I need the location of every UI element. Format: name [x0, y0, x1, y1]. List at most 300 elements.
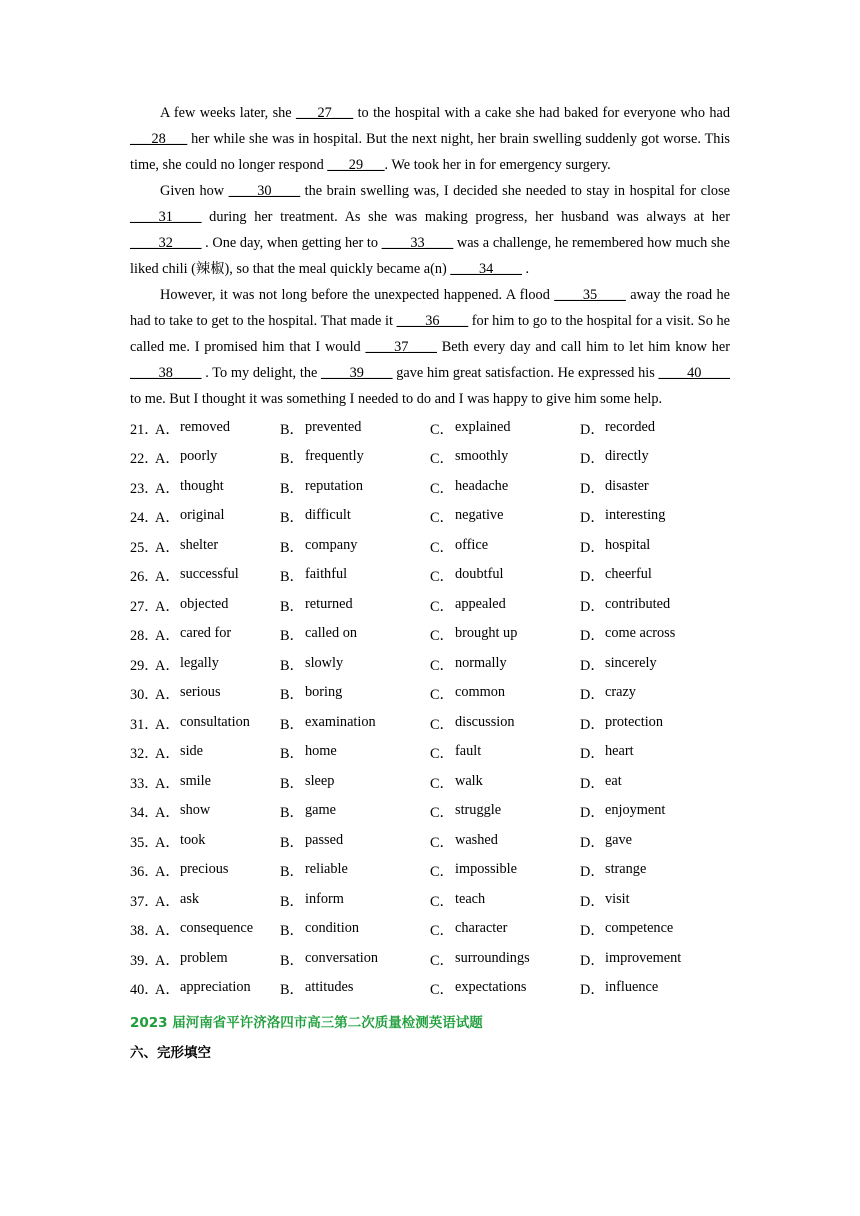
option-letter: A．: [155, 451, 180, 468]
question-number: 22．: [130, 451, 159, 468]
option-text: influence: [605, 979, 659, 996]
option-text: reputation: [305, 477, 363, 494]
option-text: attitudes: [305, 979, 354, 996]
passage-text: Given how: [160, 183, 229, 199]
option-letter: C．: [430, 480, 454, 497]
option-text: character: [455, 920, 508, 937]
question-number: 36．: [130, 864, 159, 881]
question-row: [130, 975, 730, 1005]
answer-blank: ____37____: [365, 339, 437, 355]
option-letter: B．: [280, 598, 304, 615]
question-row: [130, 739, 730, 769]
option-d: [580, 773, 730, 793]
option-letter: C．: [430, 716, 454, 733]
option-d: [580, 714, 730, 734]
question-number: 38．: [130, 923, 159, 940]
question-number: 26．: [130, 569, 159, 586]
option-text: competence: [605, 920, 674, 937]
option-c: [430, 596, 580, 616]
option-text: original: [180, 507, 225, 524]
question-number: 29．: [130, 657, 159, 674]
section-title: 六、完形填空: [130, 1045, 211, 1061]
option-text: hospital: [605, 536, 651, 553]
option-letter: C．: [430, 923, 454, 940]
option-c: [430, 537, 580, 557]
option-a: [155, 861, 280, 881]
option-b: [280, 596, 430, 616]
option-text: took: [180, 831, 206, 848]
question-row: [130, 886, 730, 916]
option-b: [280, 478, 430, 498]
option-letter: D．: [580, 628, 605, 645]
option-text: called on: [305, 625, 358, 642]
option-text: surroundings: [455, 949, 530, 966]
option-text: expectations: [455, 979, 527, 996]
question-number: 21．: [130, 421, 159, 438]
question-number: 40．: [130, 982, 159, 999]
option-text: crazy: [605, 684, 636, 701]
option-text: inform: [305, 890, 344, 907]
option-b: [280, 773, 430, 793]
option-letter: D．: [580, 893, 605, 910]
option-text: slowly: [305, 654, 344, 671]
question-number: 33．: [130, 775, 159, 792]
option-d: [580, 655, 730, 675]
answer-blank: ___29___: [327, 157, 385, 173]
option-letter: B．: [280, 775, 304, 792]
option-b: [280, 891, 430, 911]
option-text: enjoyment: [605, 802, 666, 819]
option-text: office: [455, 536, 489, 553]
option-text: frequently: [305, 448, 364, 465]
option-d: [580, 743, 730, 763]
option-b: [280, 979, 430, 999]
option-letter: C．: [430, 628, 454, 645]
option-c: [430, 478, 580, 498]
option-letter: D．: [580, 716, 605, 733]
exam-title: 2023 届河南省平许济洛四市高三第二次质量检测英语试题: [130, 1015, 483, 1031]
question-row: [130, 532, 730, 562]
option-text: reliable: [305, 861, 348, 878]
option-a: [155, 478, 280, 498]
option-c: [430, 625, 580, 645]
option-text: faithful: [305, 566, 348, 583]
option-letter: B．: [280, 834, 304, 851]
option-text: common: [455, 684, 506, 701]
option-letter: A．: [155, 746, 180, 763]
passage-text: during her treatment. As she was making progress, her husband was always at her: [201, 209, 730, 225]
question-number: 37．: [130, 893, 159, 910]
option-a: [155, 566, 280, 586]
option-c: [430, 714, 580, 734]
option-c: [430, 684, 580, 704]
option-letter: C．: [430, 775, 454, 792]
question-row: [130, 916, 730, 946]
option-text: sincerely: [605, 654, 657, 671]
passage: [130, 100, 730, 412]
option-d: [580, 861, 730, 881]
option-text: negative: [455, 507, 504, 524]
question-row: [130, 503, 730, 533]
option-b: [280, 950, 430, 970]
option-b: [280, 802, 430, 822]
option-b: [280, 714, 430, 734]
passage-text: A few weeks later, she: [160, 105, 297, 121]
option-letter: D．: [580, 805, 605, 822]
option-b: [280, 625, 430, 645]
option-a: [155, 714, 280, 734]
option-text: normally: [455, 654, 507, 671]
option-letter: B．: [280, 923, 304, 940]
option-letter: C．: [430, 893, 454, 910]
option-text: smoothly: [455, 448, 509, 465]
option-text: fault: [455, 743, 482, 760]
option-letter: D．: [580, 775, 605, 792]
option-letter: D．: [580, 746, 605, 763]
option-a: [155, 979, 280, 999]
option-letter: C．: [430, 451, 454, 468]
option-d: [580, 802, 730, 822]
option-letter: B．: [280, 746, 304, 763]
option-d: [580, 979, 730, 999]
option-a: [155, 507, 280, 527]
option-text: gave: [605, 831, 632, 848]
passage-text: the brain swelling was, I decided she needed to stay in hospital for close: [300, 183, 730, 199]
option-text: consequence: [180, 920, 254, 937]
option-a: [155, 625, 280, 645]
option-text: interesting: [605, 507, 666, 524]
passage-text: Beth every day and call him to let him know her: [436, 339, 730, 355]
passage-text: was a challenge, he remembered how much she liked chili (辣椒), so that the meal quickly became a(n): [130, 235, 731, 277]
option-letter: D．: [580, 952, 605, 969]
option-text: directly: [605, 448, 649, 465]
passage-paragraph: [130, 100, 730, 178]
option-letter: A．: [155, 952, 180, 969]
option-d: [580, 566, 730, 586]
option-c: [430, 891, 580, 911]
option-text: boring: [305, 684, 343, 701]
option-letter: C．: [430, 864, 454, 881]
option-b: [280, 507, 430, 527]
option-letter: B．: [280, 687, 304, 704]
option-letter: D．: [580, 539, 605, 556]
option-text: cared for: [180, 625, 232, 642]
question-number: 32．: [130, 746, 159, 763]
option-text: serious: [180, 684, 221, 701]
option-text: problem: [180, 949, 228, 966]
option-letter: A．: [155, 628, 180, 645]
option-text: walk: [455, 772, 483, 789]
option-letter: B．: [280, 952, 304, 969]
option-text: cheerful: [605, 566, 652, 583]
option-letter: A．: [155, 569, 180, 586]
question-row: [130, 827, 730, 857]
option-text: precious: [180, 861, 229, 878]
option-b: [280, 684, 430, 704]
option-text: home: [305, 743, 337, 760]
option-letter: B．: [280, 628, 304, 645]
option-a: [155, 832, 280, 852]
option-letter: D．: [580, 598, 605, 615]
option-letter: D．: [580, 510, 605, 527]
passage-text: . We took her in for emergency surgery.: [384, 157, 611, 173]
option-text: disaster: [605, 477, 649, 494]
option-text: headache: [455, 477, 509, 494]
option-text: prevented: [305, 418, 362, 435]
option-d: [580, 832, 730, 852]
option-letter: D．: [580, 923, 605, 940]
option-a: [155, 950, 280, 970]
option-text: doubtful: [455, 566, 504, 583]
option-text: appreciation: [180, 979, 251, 996]
option-a: [155, 773, 280, 793]
question-row: [130, 768, 730, 798]
question-number: 23．: [130, 480, 159, 497]
option-text: protection: [605, 713, 663, 730]
option-c: [430, 566, 580, 586]
option-letter: A．: [155, 510, 180, 527]
option-d: [580, 448, 730, 468]
option-a: [155, 537, 280, 557]
option-text: poorly: [180, 448, 218, 465]
option-text: returned: [305, 595, 353, 612]
option-letter: D．: [580, 451, 605, 468]
option-letter: C．: [430, 687, 454, 704]
option-c: [430, 448, 580, 468]
option-letter: A．: [155, 421, 180, 438]
option-letter: C．: [430, 539, 454, 556]
option-letter: A．: [155, 834, 180, 851]
option-letter: A．: [155, 539, 180, 556]
option-a: [155, 802, 280, 822]
option-letter: A．: [155, 687, 180, 704]
option-text: difficult: [305, 507, 351, 524]
option-letter: C．: [430, 834, 454, 851]
option-c: [430, 979, 580, 999]
passage-text: to the hospital with a cake she had baked for everyone who had: [353, 105, 730, 121]
option-text: passed: [305, 831, 344, 848]
option-letter: B．: [280, 805, 304, 822]
option-letter: D．: [580, 982, 605, 999]
option-text: sleep: [305, 772, 335, 789]
option-letter: B．: [280, 716, 304, 733]
option-c: [430, 832, 580, 852]
answer-blank: ___28___: [130, 131, 188, 147]
answer-blank: ____34____: [450, 261, 522, 277]
question-number: 27．: [130, 598, 159, 615]
option-a: [155, 891, 280, 911]
option-b: [280, 537, 430, 557]
question-row: [130, 650, 730, 680]
option-text: heart: [605, 743, 634, 760]
option-letter: C．: [430, 952, 454, 969]
option-d: [580, 684, 730, 704]
option-d: [580, 537, 730, 557]
option-text: conversation: [305, 949, 379, 966]
option-a: [155, 596, 280, 616]
option-c: [430, 655, 580, 675]
answer-blank: ___27___: [296, 105, 354, 121]
option-b: [280, 920, 430, 940]
option-letter: B．: [280, 421, 304, 438]
option-letter: A．: [155, 864, 180, 881]
option-d: [580, 625, 730, 645]
option-text: show: [180, 802, 211, 819]
option-letter: D．: [580, 687, 605, 704]
option-a: [155, 920, 280, 940]
option-c: [430, 802, 580, 822]
question-row: [130, 945, 730, 975]
passage-text: away the road he had to take to get to the hospital. That made it: [130, 287, 731, 329]
option-c: [430, 773, 580, 793]
question-number: 28．: [130, 628, 159, 645]
question-row: [130, 414, 730, 444]
option-letter: D．: [580, 864, 605, 881]
option-letter: C．: [430, 421, 454, 438]
option-letter: B．: [280, 569, 304, 586]
option-letter: D．: [580, 480, 605, 497]
question-row: [130, 680, 730, 710]
option-text: teach: [455, 890, 486, 907]
passage-text: .: [521, 261, 530, 277]
option-c: [430, 920, 580, 940]
answer-blank: ____35____: [554, 287, 626, 303]
answer-blank: ____36____: [396, 313, 469, 329]
option-letter: A．: [155, 716, 180, 733]
option-text: removed: [180, 418, 231, 435]
option-letter: A．: [155, 598, 180, 615]
passage-text: . One day, when getting her to: [201, 235, 382, 251]
option-d: [580, 891, 730, 911]
option-text: smile: [180, 772, 211, 789]
option-letter: B．: [280, 451, 304, 468]
option-d: [580, 419, 730, 439]
option-letter: B．: [280, 510, 304, 527]
question-number: 31．: [130, 716, 159, 733]
option-letter: B．: [280, 539, 304, 556]
option-text: consultation: [180, 713, 250, 730]
option-text: eat: [605, 772, 622, 789]
option-text: improvement: [605, 949, 682, 966]
option-c: [430, 507, 580, 527]
option-text: visit: [605, 890, 630, 907]
answer-blank: ____30____: [228, 183, 301, 199]
option-text: explained: [455, 418, 511, 435]
option-b: [280, 655, 430, 675]
option-text: company: [305, 536, 358, 553]
document-page: [130, 100, 730, 1066]
option-letter: C．: [430, 657, 454, 674]
option-d: [580, 950, 730, 970]
answer-blank: ____38____: [130, 365, 202, 381]
option-text: struggle: [455, 802, 502, 819]
option-text: brought up: [455, 625, 518, 642]
question-number: 25．: [130, 539, 159, 556]
option-a: [155, 684, 280, 704]
answer-blank: ____32____: [130, 235, 202, 251]
option-a: [155, 448, 280, 468]
option-text: recorded: [605, 418, 656, 435]
option-text: condition: [305, 920, 360, 937]
question-number: 24．: [130, 510, 159, 527]
option-letter: A．: [155, 923, 180, 940]
option-b: [280, 743, 430, 763]
answer-blank: ____33____: [381, 235, 454, 251]
passage-paragraph: [130, 178, 730, 282]
option-c: [430, 419, 580, 439]
option-text: legally: [180, 654, 219, 671]
option-text: successful: [180, 566, 239, 583]
option-text: impossible: [455, 861, 517, 878]
question-list: [130, 414, 730, 1004]
option-c: [430, 861, 580, 881]
passage-text: . To my delight, the: [201, 365, 322, 381]
option-text: appealed: [455, 595, 506, 612]
passage-paragraph: [130, 282, 730, 412]
option-letter: C．: [430, 510, 454, 527]
question-row: [130, 798, 730, 828]
option-letter: A．: [155, 982, 180, 999]
passage-text: for him to go to the hospital for a visit. So he called me. I promised him that I would: [130, 313, 731, 355]
option-text: examination: [305, 713, 376, 730]
option-c: [430, 950, 580, 970]
option-text: objected: [180, 595, 229, 612]
passage-text: gave him great satisfaction. He expressed his: [392, 365, 659, 381]
question-number: 35．: [130, 834, 159, 851]
option-d: [580, 920, 730, 940]
passage-text: to me. But I thought it was something I needed to do and I was happy to give him some help.: [130, 391, 663, 407]
question-row: [130, 857, 730, 887]
option-b: [280, 566, 430, 586]
option-letter: B．: [280, 893, 304, 910]
option-text: side: [180, 743, 204, 760]
option-letter: B．: [280, 657, 304, 674]
option-b: [280, 832, 430, 852]
answer-blank: ____40____: [658, 365, 730, 381]
option-letter: A．: [155, 657, 180, 674]
option-text: thought: [180, 477, 224, 494]
question-row: [130, 621, 730, 651]
option-letter: A．: [155, 805, 180, 822]
passage-text: However, it was not long before the unexpected happened. A flood: [160, 287, 555, 303]
option-text: come across: [605, 625, 676, 642]
option-letter: B．: [280, 982, 304, 999]
option-text: washed: [455, 831, 498, 848]
option-c: [430, 743, 580, 763]
option-a: [155, 419, 280, 439]
option-text: contributed: [605, 595, 671, 612]
option-text: ask: [180, 890, 200, 907]
option-letter: A．: [155, 893, 180, 910]
option-b: [280, 419, 430, 439]
option-letter: C．: [430, 569, 454, 586]
option-letter: D．: [580, 569, 605, 586]
question-number: 39．: [130, 952, 159, 969]
option-a: [155, 743, 280, 763]
question-row: [130, 562, 730, 592]
option-letter: C．: [430, 746, 454, 763]
option-text: strange: [605, 861, 647, 878]
passage-text: her while she was in hospital. But the next night, her brain swelling suddenly got worse. This time, she could no longer respond: [130, 131, 730, 173]
option-text: discussion: [455, 713, 515, 730]
option-letter: B．: [280, 480, 304, 497]
option-text: shelter: [180, 536, 219, 553]
option-a: [155, 655, 280, 675]
question-number: 34．: [130, 805, 159, 822]
option-d: [580, 507, 730, 527]
option-letter: A．: [155, 775, 180, 792]
option-letter: D．: [580, 421, 605, 438]
